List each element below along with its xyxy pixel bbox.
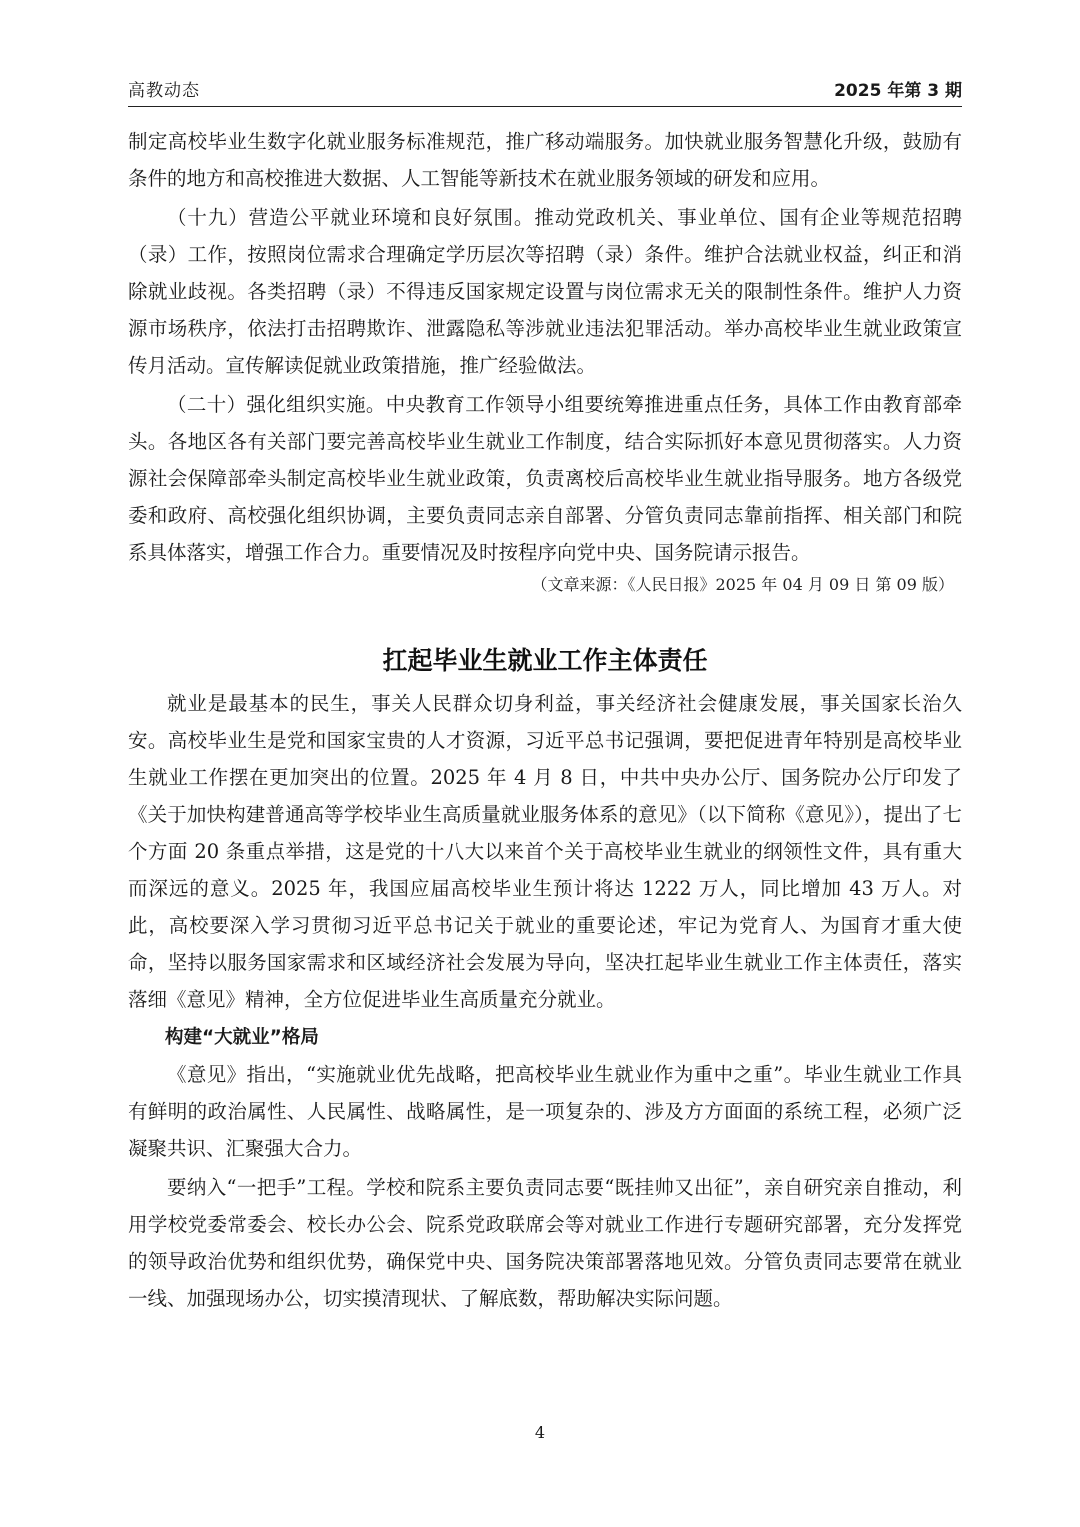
paragraph-item-19: （十九）营造公平就业环境和良好氛围。推动党政机关、事业单位、国有企业等规范招聘（录）工作，按照岗位需求合理确定学历层次等招聘（录）条件。维护合法就业权益，纠正和消除就业歧视。各类招聘（录）不得违反国家规定设置与岗位需求无关的限制性条件。维护人力资源市场秩序，依法打击招聘欺诈、泄露隐私等涉就业违法犯罪活动。举办高校毕业生就业政策宣传月活动。宣传解读促就业政策措施，推广经验做法。 xyxy=(128,206,962,377)
page-body xyxy=(128,123,962,1317)
section-heading: 构建“大就业”格局 xyxy=(165,1027,319,1048)
header-rule xyxy=(128,106,962,107)
running-header xyxy=(128,80,962,108)
article-intro-paragraph: 就业是最基本的民生，事关人民群众切身利益，事关经济社会健康发展，事关国家长治久安。高校毕业生是党和国家宝贵的人才资源，习近平总书记强调，要把促进青年特别是高校毕业生就业工作摆在更加突出的位置。2025 年 4 月 8 日，中共中央办公厅、国务院办公厅印发了《关于加快构建普通高等学校毕业生高质量就业服务体系的意见》（以下简称《意见》），提出了七个方面 20 条重点举措，这是党的十八大以来首个关于高校毕业生就业的纲领性文件，具有重大而深远的意义。2025 年，我国应届高校毕业生预计将达 1222 万人，同比增加 43 万人。对此，高校要深入学习贯彻习近平总书记关于就业的重要论述，牢记为党育人、为国育才重大使命，坚持以服务国家需求和区域经济社会发展为导向，坚决扛起毕业生就业工作主体责任，落实落细《意见》精神，全方位促进毕业生高质量充分就业。 xyxy=(128,692,962,1011)
article-title: 扛起毕业生就业工作主体责任 xyxy=(382,646,708,675)
section-paragraph-1: 《意见》指出，“实施就业优先战略，把高校毕业生就业作为重中之重”。毕业生就业工作具有鲜明的政治属性、人民属性、战略属性，是一项复杂的、涉及方方面面的系统工程，必须广泛凝聚共识、汇聚强大合力。 xyxy=(128,1063,962,1160)
section-paragraph-2: 要纳入“一把手”工程。学校和院系主要负责同志要“既挂帅又出征”，亲自研究亲自推动，利用学校党委常委会、校长办公会、院系党政联席会等对就业工作进行专题研究部署，充分发挥党的领导政治优势和组织优势，确保党中央、国务院决策部署落地见效。分管负责同志要常在就业一线、加强现场办公，切实摸清现状、了解底数，帮助解决实际问题。 xyxy=(128,1176,962,1310)
journal-name: 高教动态 xyxy=(128,81,200,101)
paragraph-continued: 制定高校毕业生数字化就业服务标准规范，推广移动端服务。加快就业服务智慧化升级，鼓励有条件的地方和高校推进大数据、人工智能等新技术在就业服务领域的研发和应用。 xyxy=(128,130,962,190)
page-number: 4 xyxy=(534,1423,546,1442)
issue-number: 2025 年第 3 期 xyxy=(834,81,962,101)
paragraph-item-20: （二十）强化组织实施。中央教育工作领导小组要统筹推进重点任务，具体工作由教育部牵头。各地区各有关部门要完善高校毕业生就业工作制度，结合实际抓好本意见贯彻落实。人力资源社会保障部牵头制定高校毕业生就业政策，负责离校后高校毕业生就业指导服务。地方各级党委和政府、高校强化组织协调，主要负责同志亲自部署、分管负责同志靠前指挥、相关部门和院系具体落实，增强工作合力。重要情况及时按程序向党中央、国务院请示报告。 xyxy=(128,393,962,564)
article-source: （文章来源：《人民日报》2025 年 04 月 09 日 第 09 版） xyxy=(531,575,954,594)
